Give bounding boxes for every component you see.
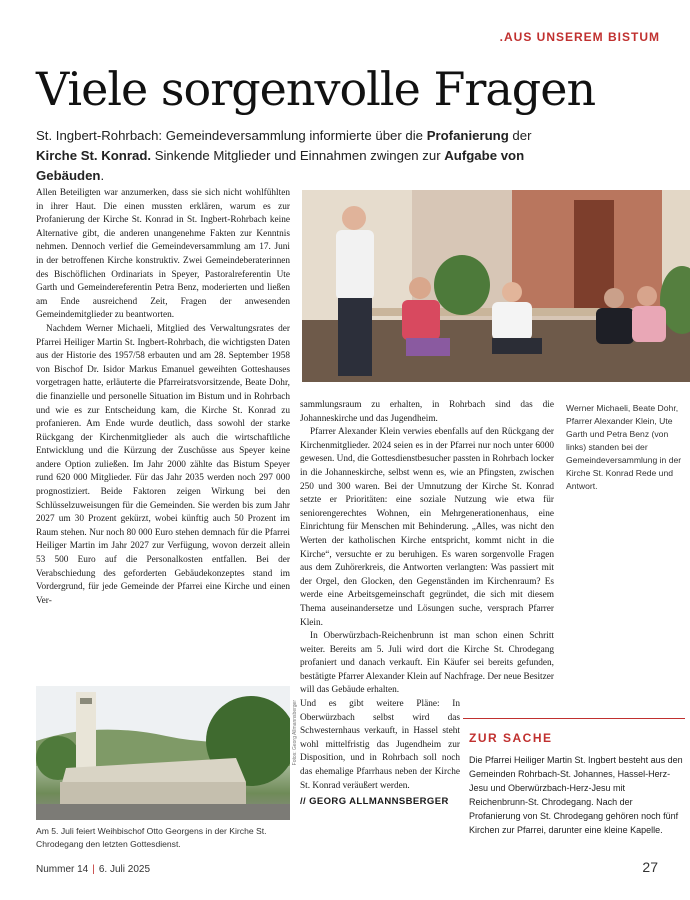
- info-box-title: ZUR SACHE: [469, 731, 553, 745]
- church-photo: [36, 686, 290, 820]
- assembly-photo: [302, 190, 690, 382]
- lede-emphasis: Profanierung: [426, 128, 509, 143]
- info-box: [463, 718, 685, 859]
- footer-separator: |: [92, 864, 95, 875]
- issue-date: 6. Juli 2025: [98, 864, 151, 875]
- article-paragraph: In Oberwürzbach-Reichenbrunn ist man schon einen Schritt weiter. Bereits am 5. Juli wird dort die Kirche St. Chrodegang profaniert und danach verkauft. Ein Käufer sei bereits gefunden, bestätigte Pfarrer Alexander Klein auf Nachfrage. Der neue Besitzer will das Gebäude erhalten.: [300, 631, 554, 696]
- lede: [36, 126, 576, 186]
- section-label: .AUS UNSEREM BISTUM: [499, 30, 660, 44]
- article-paragraph-narrow: Und es gibt weitere Pläne: In Oberwürzbach selbst wird das Schwesternhaus verkauft, in Hassel steht wohl mittelfristig das Jugendheim zur Disposition, und in Rohrbach soll noch das ehemalige Pfarrhaus neben der Kirche St. Konrad veräußert werden.: [300, 699, 460, 791]
- article-paragraph: Pfarrer Alexander Klein verwies ebenfalls auf den Rückgang der Kirchenmitglieder. 2024 seien es in der Pfarrei nur noch unter 6000 gewesen. Und, die Gottesdienstbesucher passten in Rohrbach locker in die Johanneskirche, selbst wenn es, wie an Pfingsten, zwischen 250 und 300 waren. Bei der Umnutzung der Kirche St. Konrad setzte er Prioritäten: eine soziale Nutzung wie etwa für seniorengerechtes Wohnen, ein Mehrgenerationenhaus, eine Einrichtung für Menschen mit Behinderung. „Alles, was nicht den Werten der katholischen Kirche entspricht, kommt nicht in die Kirche“, versuchte er zu beruhigen. Es waren sorgenvolle Fragen aus dem Zuhörerkreis, die Antworten verlangten: Was passiert mit der Orgel, den Glocken, den Gegenständen im Kirchenraum? Es werde eine Arbeitsgemeinschaft gegründet, die sich mit diesem Thema auseinandersetze und Lösungen suche, versprach Pfarrer Klein.: [300, 427, 554, 628]
- photo-credit: Fotos: Georg Allmannsberger: [292, 700, 298, 766]
- article-paragraph: Nachdem Werner Michaeli, Mitglied des Verwaltungsrates der Pfarrei Heiliger Martin St. Ingbert-Rohrbach, die wichtigsten Daten aus der Historie des 1957/58 erbauten und am 28. September 1958 von Bischof Dr. Isidor Markus Emanuel geweihten Gotteshauses vorgetragen hatte, erläuterte die Pfarreiratsvorsitzende, Beate Dohr, die finanzielle und personelle Situation im Bistum und in Rohrbach und wie es zur Entscheidung kam, die Kirche St. Konrad zu profanieren. Am Ende wurde deutlich, dass sowohl der starke Rückgang der Kirchenmitglieder als auch die wirtschaftliche Entwicklung und die Kürzung der Zuschüsse aus Speyer keine andere Option zuließen. Im Jahr 2000 zählte das Bistum Speyer rund 620 000 Mitglieder. Für das Jahr 2035 werden noch 297 000 prognostiziert. Beide Faktoren zeigen Wirkung bei den Schlüsselzuweisungen für die Gemeinden. Sie werden bis zum Jahr 2027 um 30 Prozent gekürzt, wobei künftig auch 50 Prozent im Raum stehen. Nur noch 80 000 Euro stehen demnach für die Pfarrei Heiliger Martin im Jahr 2027 zur Verfügung, wovon derzeit allein 53 500 Euro auf die Personalkosten entfallen. Bei der Verabschiedung des geforderten Gebäudekonzeptes stand im Vordergrund, für jede Gemeinde der Pfarrei eine Kirche und einen Ver-: [36, 323, 290, 606]
- info-box-text: Die Pfarrei Heiliger Martin St. Ingbert besteht aus den Gemeinden Rohrbach-St. Johannes, Hassel-Herz-Jesu und Oberwürzbach-Herz-Jesu mit Reichenbrunn-St. Chrodegang. Nach der Profanierung von St. Chrodegang gehören noch fünf Kirchen zur Pfarrei, darunter eine kleine Kapelle.: [469, 755, 683, 835]
- article-paragraph: sammlungsraum zu erhalten, in Rohrbach sind das die Johanneskirche und das Jugendheim.: [300, 400, 554, 424]
- article-column-1: [36, 187, 290, 665]
- lede-text: Sinkende Mitglieder und Einnahmen zwingen zur: [151, 148, 445, 163]
- assembly-photo-illustration: [302, 190, 690, 382]
- assembly-photo-caption: Werner Michaeli, Beate Dohr, Pfarrer Alexander Klein, Ute Garth und Petra Benz (von links) standen bei der Gemeindeversammlung in der Kirche St. Konrad Rede und Antwort.: [566, 403, 682, 491]
- church-photo-illustration: [36, 686, 290, 820]
- footer-issue: [36, 864, 150, 875]
- article-paragraph: Allen Beteiligten war anzumerken, dass sie sich nicht wohlfühlten in ihrer Haut. Die einen mussten erklären, warum es zur Profanierung der Kirche St. Konrad in St. Ingbert-Rohrbach keine Alternative gibt, die anderen unangenehme Fakten zur Kenntnis nehmen. Dennoch verlief die Gemeindeversammlung am 17. Juni in der betroffenen Kirche konstruktiv. Zwei Gemeindeberaterinnen des Bischöflichen Ordinariats in Speyer, Pastoralreferentin Ute Garth und Gemeindereferentin Petra Benz, moderierten und ließen am Ende ausreichend Zeit, Fragen der anwesenden Gemeindemitglieder zu beantworten.: [36, 188, 290, 321]
- headline: Viele sorgenvolle Fragen: [36, 62, 596, 116]
- lede-emphasis: Kirche St. Konrad.: [36, 148, 152, 163]
- lede-emphasis: Aufgabe von Gebäuden: [36, 148, 525, 183]
- author-byline: // GEORG ALLMANNSBERGER: [300, 796, 449, 808]
- church-photo-caption: Am 5. Juli feiert Weihbischof Otto Georgens in der Kirche St. Chrodegang den letzten Gottesdienst.: [36, 826, 267, 849]
- page-number: 27: [642, 859, 658, 875]
- lede-text: St. Ingbert-Rohrbach: Gemeindeversammlung informierte über die: [36, 128, 427, 143]
- lede-text: der: [508, 128, 532, 143]
- issue-number: Nummer 14: [36, 864, 89, 875]
- lede-text: .: [100, 168, 105, 183]
